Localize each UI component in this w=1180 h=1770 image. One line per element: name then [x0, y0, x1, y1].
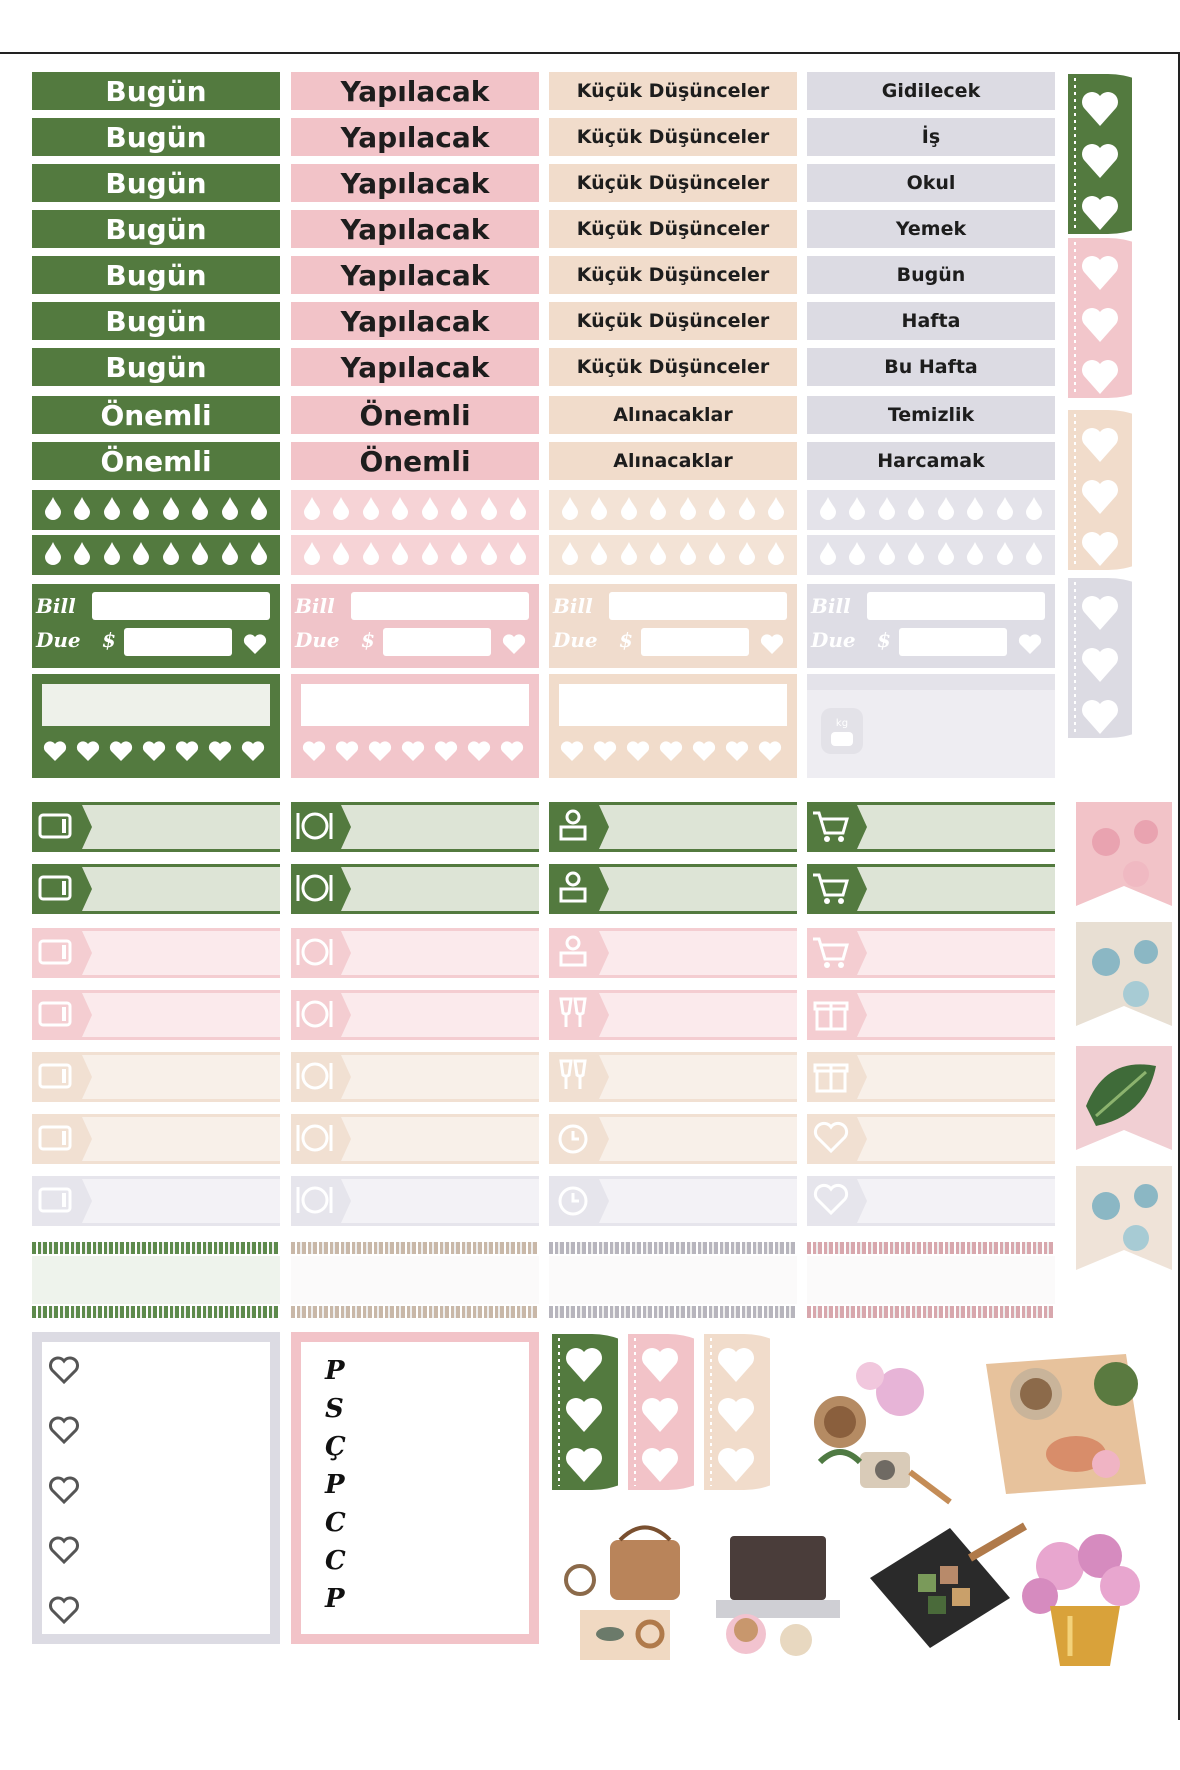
water-drop-icon	[362, 496, 380, 524]
bill-amount-box	[383, 628, 491, 656]
bill-amount-box	[641, 628, 749, 656]
label-sticker: Küçük Düşünceler	[549, 348, 797, 386]
water-drop-icon	[73, 541, 91, 569]
water-drop-icon	[303, 541, 321, 569]
water-drop-icon	[590, 496, 608, 524]
heart-icon	[724, 740, 750, 766]
water-drop-icon	[738, 496, 756, 524]
icon-banner-sticker	[291, 928, 539, 978]
heart-checklist-note	[32, 1332, 280, 1644]
heart-tab-strip	[1068, 410, 1132, 576]
water-drop-icon	[996, 496, 1014, 524]
water-drop-icon	[738, 541, 756, 569]
plate-icon	[291, 805, 353, 853]
heart-icon	[48, 1356, 80, 1388]
label-sticker: Önemli	[291, 396, 539, 434]
icon-banner-sticker	[807, 1052, 1055, 1102]
label-sticker: Önemli	[291, 442, 539, 480]
icon-banner-sticker	[807, 928, 1055, 978]
water-drop-icon	[103, 496, 121, 524]
gift-icon	[807, 1055, 869, 1103]
label-sticker: Yapılacak	[291, 302, 539, 340]
icon-banner-sticker	[549, 1176, 797, 1226]
label-sticker: Yapılacak	[291, 164, 539, 202]
water-drop-icon	[391, 496, 409, 524]
icon-banner-sticker	[32, 864, 280, 914]
water-drop-icon	[303, 496, 321, 524]
water-drop-icon	[996, 541, 1014, 569]
writing-box	[559, 684, 787, 726]
cart-icon	[807, 867, 869, 915]
heart-icon	[625, 740, 651, 766]
heart-icon	[466, 740, 492, 766]
heart-icon	[757, 740, 783, 766]
glitter-fill	[807, 1256, 1055, 1304]
water-drop-icon	[250, 496, 268, 524]
icon-banner-sticker	[549, 928, 797, 978]
label-sticker: Yapılacak	[291, 118, 539, 156]
label-sticker: Gidilecek	[807, 72, 1055, 110]
water-tracker	[807, 535, 1055, 575]
header-strip	[807, 674, 1055, 690]
water-drop-icon	[1025, 541, 1043, 569]
icon-banner-sticker	[291, 990, 539, 1040]
water-tracker	[32, 490, 280, 530]
water-drop-icon	[649, 496, 667, 524]
water-drop-icon	[162, 541, 180, 569]
icon-banner-sticker	[807, 802, 1055, 852]
icon-banner-sticker	[32, 990, 280, 1040]
plate-icon	[291, 1055, 353, 1103]
heart-icon	[75, 740, 101, 766]
due-label: Due	[295, 628, 340, 652]
label-sticker: Okul	[807, 164, 1055, 202]
icon-banner-sticker	[549, 1114, 797, 1164]
bill-due-sticker	[32, 584, 280, 668]
weekday-letter: P	[325, 1470, 345, 1500]
writing-box	[301, 684, 529, 726]
water-drop-icon	[819, 541, 837, 569]
label-sticker: Bugün	[32, 72, 280, 110]
bill-amount-box	[124, 628, 232, 656]
tv-icon	[32, 1117, 94, 1165]
icon-banner-sticker	[291, 864, 539, 914]
heart-icon	[501, 632, 527, 660]
weekday-letter: C	[325, 1508, 346, 1538]
label-sticker: Yapılacak	[291, 348, 539, 386]
tv-icon	[32, 931, 94, 979]
water-drop-icon	[509, 496, 527, 524]
heart-icon	[691, 740, 717, 766]
bill-due-sticker	[807, 584, 1055, 668]
heart-icon	[48, 1476, 80, 1508]
water-tracker	[549, 490, 797, 530]
icon-banner-sticker	[291, 1176, 539, 1226]
water-drop-icon	[819, 496, 837, 524]
heart-tab-strip	[1068, 238, 1132, 404]
water-drop-icon	[1025, 496, 1043, 524]
water-drop-icon	[191, 541, 209, 569]
heart-icon	[48, 1416, 80, 1448]
weekday-letter: P	[325, 1356, 345, 1386]
tv-icon	[32, 1179, 94, 1227]
glitter-fill	[291, 1256, 539, 1304]
water-drop-icon	[132, 496, 150, 524]
heart-icon	[48, 1536, 80, 1568]
glitter-fill	[549, 1256, 797, 1304]
water-drop-icon	[708, 541, 726, 569]
water-tracker	[807, 490, 1055, 530]
icon-banner-sticker	[291, 1052, 539, 1102]
bill-label: Bill	[553, 594, 593, 618]
glitter-strip	[807, 1306, 1055, 1318]
water-drop-icon	[907, 541, 925, 569]
rose-vase-sticker	[1010, 1526, 1160, 1680]
label-sticker: Küçük Düşünceler	[549, 118, 797, 156]
bill-name-box	[609, 592, 787, 620]
heart-tracker-box	[549, 674, 797, 778]
bill-name-box	[351, 592, 529, 620]
water-drop-icon	[132, 541, 150, 569]
heart-tab-strip	[704, 1334, 770, 1496]
floral-flag-sticker	[1076, 1046, 1172, 1154]
bill-label: Bill	[295, 594, 335, 618]
eyeshadow-palette-sticker	[860, 1518, 1030, 1662]
water-drop-icon	[332, 541, 350, 569]
heart-icon	[807, 1179, 869, 1227]
weekday-letter: C	[325, 1546, 346, 1576]
water-drop-icon	[907, 496, 925, 524]
water-drop-icon	[966, 496, 984, 524]
due-label: Due	[553, 628, 598, 652]
cart-icon	[807, 805, 869, 853]
water-drop-icon	[332, 496, 350, 524]
plate-icon	[291, 867, 353, 915]
label-sticker: Alınacaklar	[549, 396, 797, 434]
heart-icon	[301, 740, 327, 766]
water-drop-icon	[561, 496, 579, 524]
weekday-letter: Ç	[325, 1432, 346, 1462]
water-drop-icon	[848, 541, 866, 569]
water-drop-icon	[767, 541, 785, 569]
icon-banner-sticker	[549, 990, 797, 1040]
icon-banner-sticker	[807, 1176, 1055, 1226]
currency-symbol: $	[619, 628, 633, 652]
currency-symbol: $	[361, 628, 375, 652]
water-drop-icon	[509, 541, 527, 569]
glitter-strip	[291, 1306, 539, 1318]
water-drop-icon	[767, 496, 785, 524]
plate-icon	[291, 931, 353, 979]
water-drop-icon	[221, 496, 239, 524]
laptop-coffee-sticker	[706, 1530, 846, 1664]
water-drop-icon	[480, 496, 498, 524]
plate-icon	[291, 1179, 353, 1227]
label-sticker: Yapılacak	[291, 72, 539, 110]
water-drop-icon	[221, 541, 239, 569]
heart-icon	[108, 740, 134, 766]
water-drop-icon	[450, 541, 468, 569]
water-drop-icon	[620, 496, 638, 524]
label-sticker: Alınacaklar	[549, 442, 797, 480]
water-tracker	[291, 535, 539, 575]
water-drop-icon	[679, 496, 697, 524]
heart-icon	[807, 1117, 869, 1165]
label-sticker: Bugün	[32, 348, 280, 386]
heart-icon	[592, 740, 618, 766]
chef-icon	[549, 867, 611, 915]
bill-label: Bill	[811, 594, 851, 618]
water-drop-icon	[103, 541, 121, 569]
icon-banner-sticker	[32, 802, 280, 852]
water-drop-icon	[480, 541, 498, 569]
water-drop-icon	[878, 496, 896, 524]
icon-banner-sticker	[807, 990, 1055, 1040]
heart-tab-strip	[1068, 578, 1132, 744]
water-drop-icon	[162, 496, 180, 524]
floral-flag-sticker	[1076, 1166, 1172, 1274]
heart-icon	[240, 740, 266, 766]
glasses-icon	[549, 1055, 611, 1103]
heart-icon	[433, 740, 459, 766]
label-sticker: Küçük Düşünceler	[549, 256, 797, 294]
label-sticker: Yapılacak	[291, 256, 539, 294]
label-sticker: Küçük Düşünceler	[549, 164, 797, 202]
label-sticker: İş	[807, 118, 1055, 156]
water-tracker	[549, 535, 797, 575]
icon-banner-sticker	[549, 1052, 797, 1102]
glitter-strip	[32, 1242, 280, 1254]
glitter-strip	[549, 1242, 797, 1254]
icon-banner-sticker	[807, 864, 1055, 914]
tv-icon	[32, 805, 94, 853]
label-sticker: Bugün	[32, 256, 280, 294]
water-drop-icon	[848, 496, 866, 524]
water-drop-icon	[362, 541, 380, 569]
chef-icon	[549, 931, 611, 979]
icon-banner-sticker	[549, 802, 797, 852]
water-drop-icon	[878, 541, 896, 569]
heart-icon	[334, 740, 360, 766]
label-sticker: Bugün	[32, 210, 280, 248]
heart-icon	[559, 740, 585, 766]
water-drop-icon	[937, 541, 955, 569]
clock-icon	[549, 1117, 611, 1165]
plate-icon	[291, 1117, 353, 1165]
heart-tracker-box	[291, 674, 539, 778]
icon-banner-sticker	[549, 864, 797, 914]
heart-icon	[48, 1596, 80, 1628]
water-drop-icon	[679, 541, 697, 569]
glitter-strip	[549, 1306, 797, 1318]
weekday-note	[291, 1332, 539, 1644]
due-label: Due	[811, 628, 856, 652]
bill-amount-box	[899, 628, 1007, 656]
water-drop-icon	[250, 541, 268, 569]
heart-tab-strip	[1068, 74, 1132, 240]
tv-icon	[32, 993, 94, 1041]
water-drop-icon	[561, 541, 579, 569]
label-sticker: Temizlik	[807, 396, 1055, 434]
label-sticker: Yemek	[807, 210, 1055, 248]
cart-icon	[807, 931, 869, 979]
heart-icon	[759, 632, 785, 660]
water-drop-icon	[44, 541, 62, 569]
icon-banner-sticker	[807, 1114, 1055, 1164]
water-drop-icon	[649, 541, 667, 569]
label-sticker: Bugün	[32, 118, 280, 156]
heart-icon	[174, 740, 200, 766]
breakfast-tray-sticker	[976, 1344, 1160, 1508]
currency-symbol: $	[877, 628, 891, 652]
svg-text:kg: kg	[835, 718, 849, 729]
water-drop-icon	[421, 496, 439, 524]
floral-flag-sticker	[1076, 802, 1172, 910]
water-drop-icon	[590, 541, 608, 569]
glitter-strip	[807, 1242, 1055, 1254]
water-drop-icon	[44, 496, 62, 524]
icon-banner-sticker	[32, 1176, 280, 1226]
label-sticker: Yapılacak	[291, 210, 539, 248]
heart-tab-strip	[628, 1334, 694, 1496]
heart-icon	[242, 632, 268, 660]
glitter-fill	[32, 1256, 280, 1304]
icon-banner-sticker	[32, 1052, 280, 1102]
heart-icon	[367, 740, 393, 766]
heart-tracker-box	[32, 674, 280, 778]
label-sticker: Bugün	[32, 164, 280, 202]
label-sticker: Bugün	[807, 256, 1055, 294]
floral-flag-sticker	[1076, 922, 1172, 1030]
label-sticker: Önemli	[32, 396, 280, 434]
water-drop-icon	[450, 496, 468, 524]
water-drop-icon	[620, 541, 638, 569]
label-sticker: Harcamak	[807, 442, 1055, 480]
gift-icon	[807, 993, 869, 1041]
weekday-letter: P	[325, 1584, 345, 1614]
icon-banner-sticker	[32, 928, 280, 978]
water-drop-icon	[391, 541, 409, 569]
heart-tracker-box	[807, 674, 1055, 778]
clock-icon	[549, 1179, 611, 1227]
coffee-flowers-sticker	[800, 1352, 960, 1516]
water-drop-icon	[966, 541, 984, 569]
heart-icon	[141, 740, 167, 766]
water-drop-icon	[421, 541, 439, 569]
label-sticker: Küçük Düşünceler	[549, 72, 797, 110]
scale-icon	[817, 704, 867, 762]
label-sticker: Önemli	[32, 442, 280, 480]
icon-banner-sticker	[291, 1114, 539, 1164]
icon-banner-sticker	[291, 802, 539, 852]
chef-icon	[549, 805, 611, 853]
bill-label: Bill	[36, 594, 76, 618]
bill-name-box	[92, 592, 270, 620]
heart-tab-strip	[552, 1334, 618, 1496]
water-drop-icon	[708, 496, 726, 524]
water-drop-icon	[937, 496, 955, 524]
water-drop-icon	[191, 496, 209, 524]
bag-glasses-sticker	[560, 1520, 690, 1674]
glitter-strip	[291, 1242, 539, 1254]
water-tracker	[32, 535, 280, 575]
water-tracker	[291, 490, 539, 530]
water-drop-icon	[73, 496, 91, 524]
heart-icon	[658, 740, 684, 766]
tv-icon	[32, 867, 94, 915]
weekday-letter: S	[325, 1394, 344, 1424]
glitter-strip	[32, 1306, 280, 1318]
heart-icon	[1017, 632, 1043, 660]
currency-symbol: $	[102, 628, 116, 652]
label-sticker: Bugün	[32, 302, 280, 340]
writing-box	[42, 684, 270, 726]
bill-due-sticker	[549, 584, 797, 668]
bill-name-box	[867, 592, 1045, 620]
tv-icon	[32, 1055, 94, 1103]
label-sticker: Hafta	[807, 302, 1055, 340]
bill-due-sticker	[291, 584, 539, 668]
heart-icon	[499, 740, 525, 766]
label-sticker: Küçük Düşünceler	[549, 210, 797, 248]
label-sticker: Bu Hafta	[807, 348, 1055, 386]
plate-icon	[291, 993, 353, 1041]
icon-banner-sticker	[32, 1114, 280, 1164]
due-label: Due	[36, 628, 81, 652]
glasses-icon	[549, 993, 611, 1041]
heart-icon	[400, 740, 426, 766]
heart-icon	[207, 740, 233, 766]
label-sticker: Küçük Düşünceler	[549, 302, 797, 340]
heart-icon	[42, 740, 68, 766]
